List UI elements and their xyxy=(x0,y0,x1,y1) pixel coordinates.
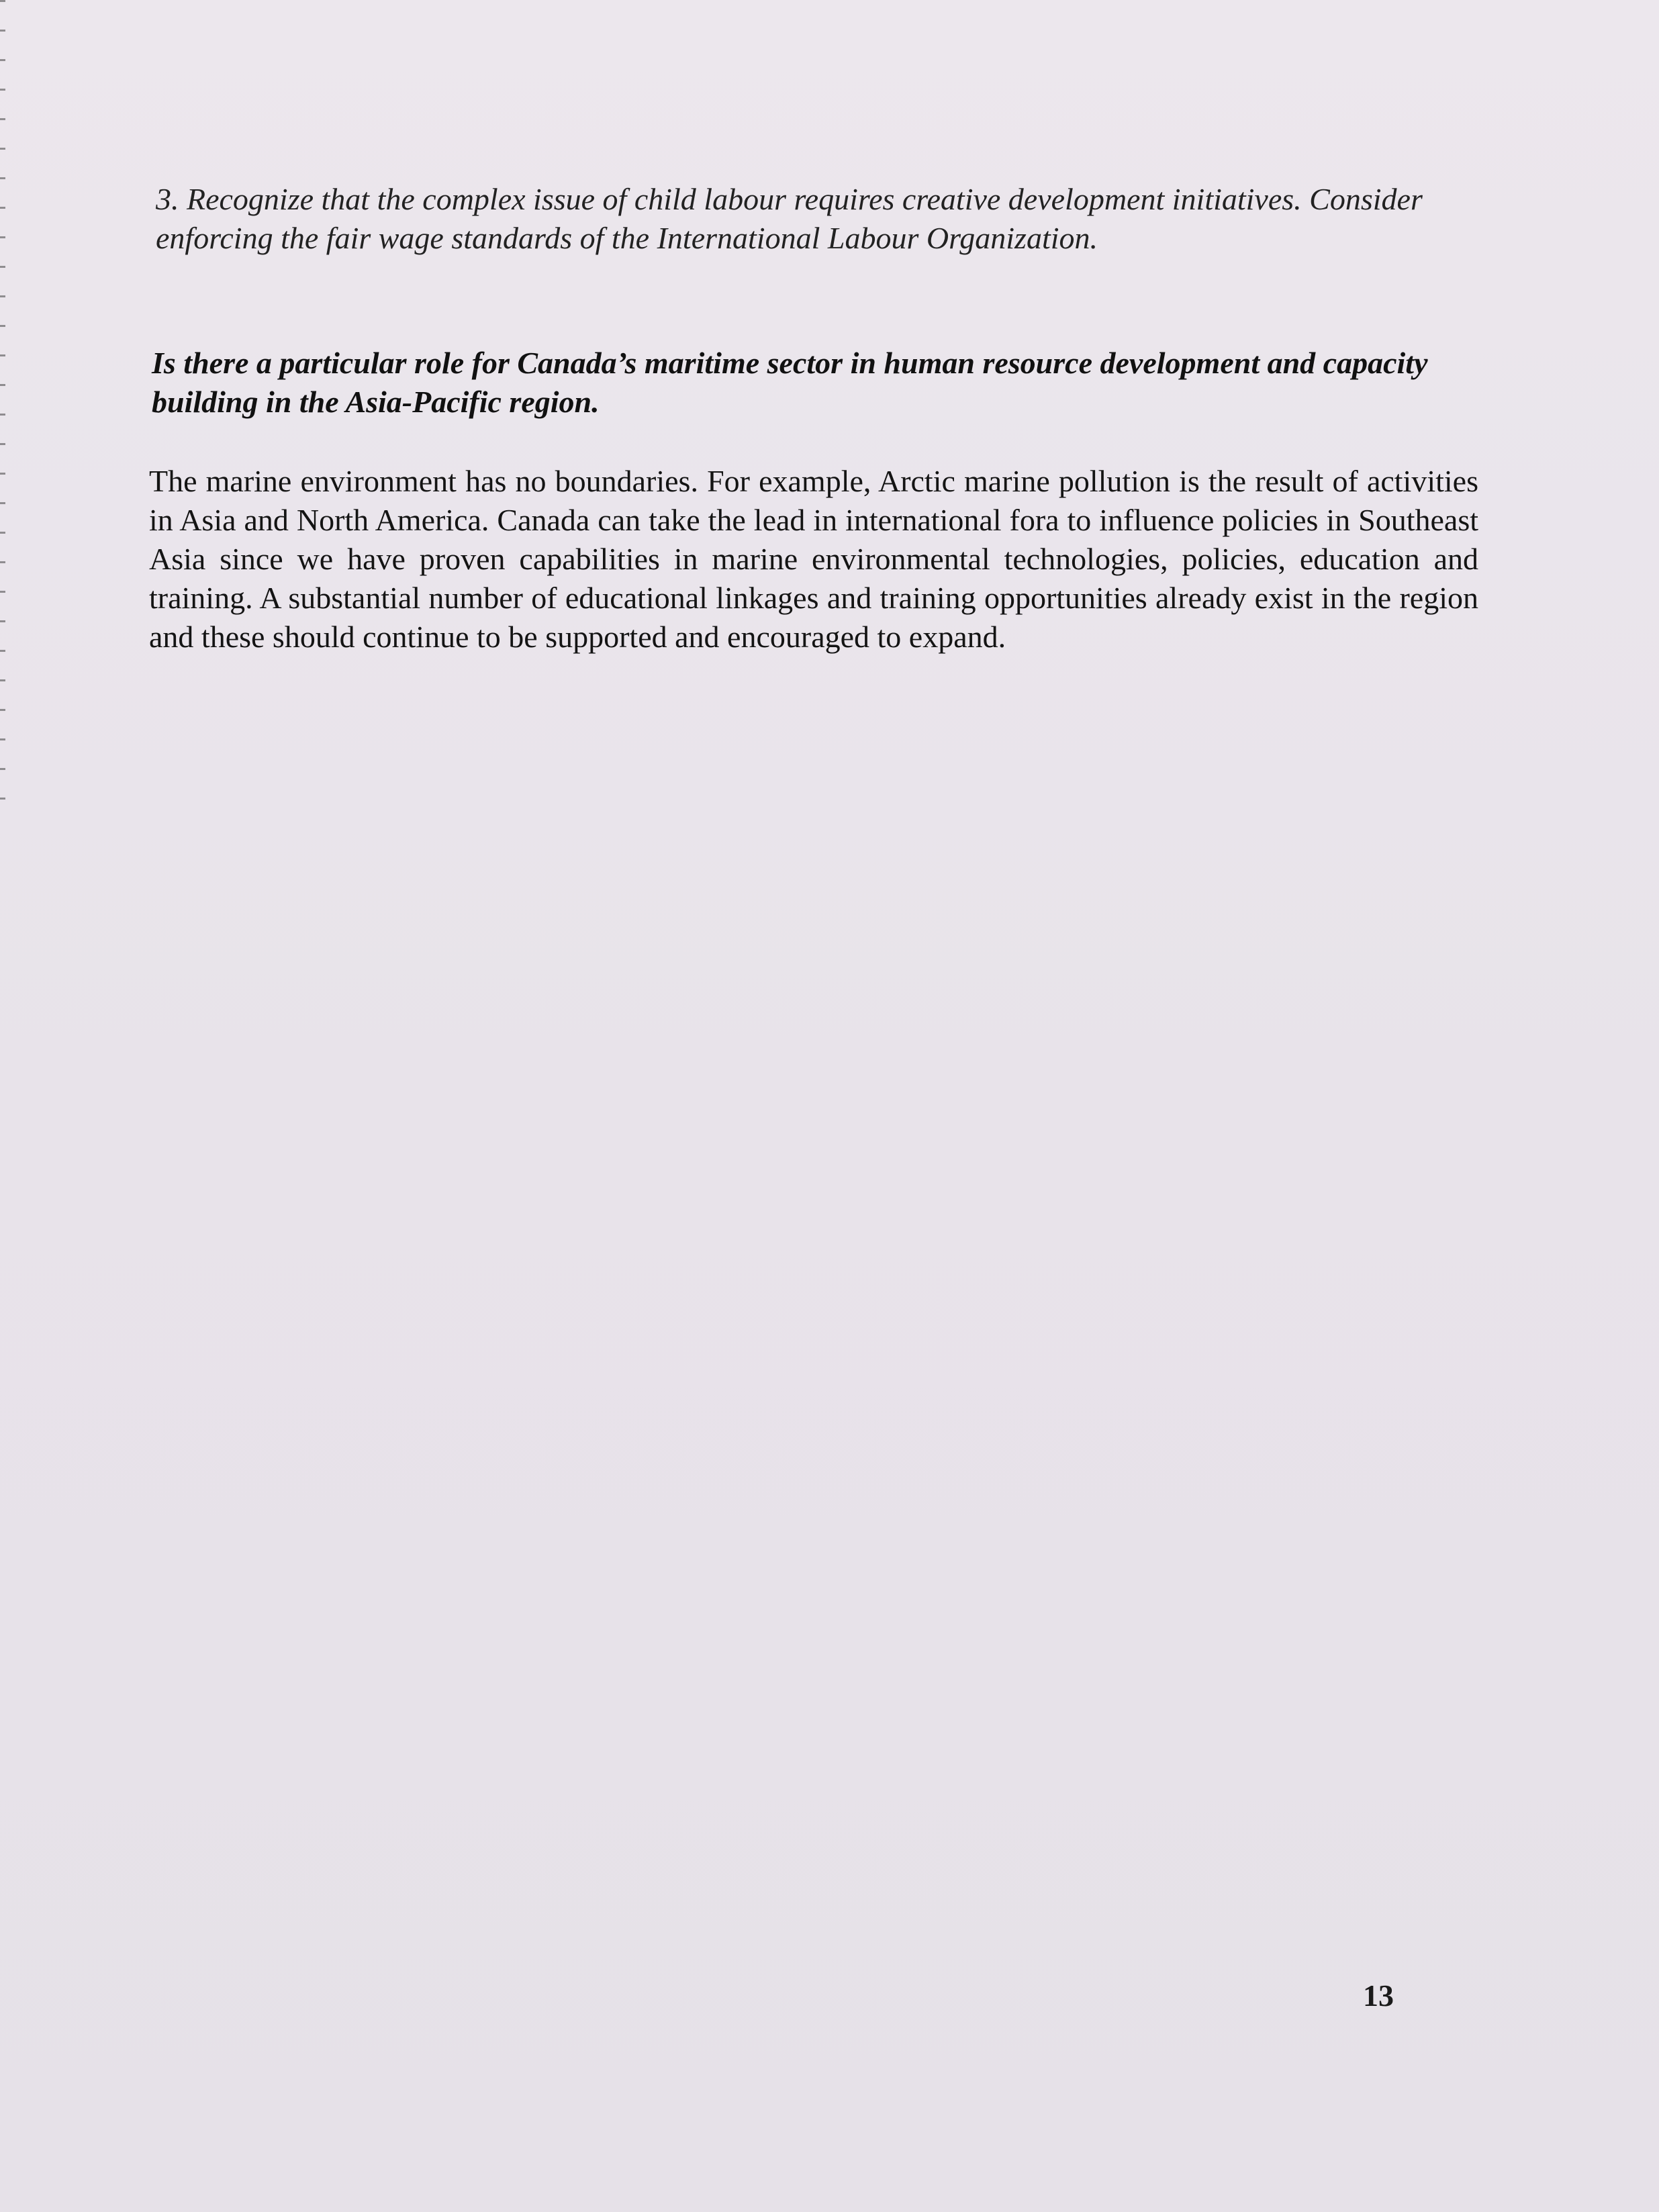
page-number: 13 xyxy=(1363,1978,1394,2013)
section-question-heading: Is there a particular role for Canada’s maritime sector in human resource development and capacity building in the Asia-Pacific region. xyxy=(152,346,1428,419)
page-edge-perforation xyxy=(0,0,5,806)
section-answer-paragraph: The marine environment has no boundaries. For example, Arctic marine pollution is the result of activities in Asia and North America. Canada can take the lead in international fora to influence policies in Southeast Asia since we have proven capabilities in marine environmental technologies, policies, education and training. A substantial number of educational linkages and training opportunities already exist in the region and these should continue to be supported and encouraged to expand. xyxy=(149,464,1478,654)
recommendation-3-text: 3. Recognize that the complex issue of child labour requires creative development initiatives. Consider enforcing the fair wage standards of the International Labour Organization. xyxy=(156,182,1423,255)
